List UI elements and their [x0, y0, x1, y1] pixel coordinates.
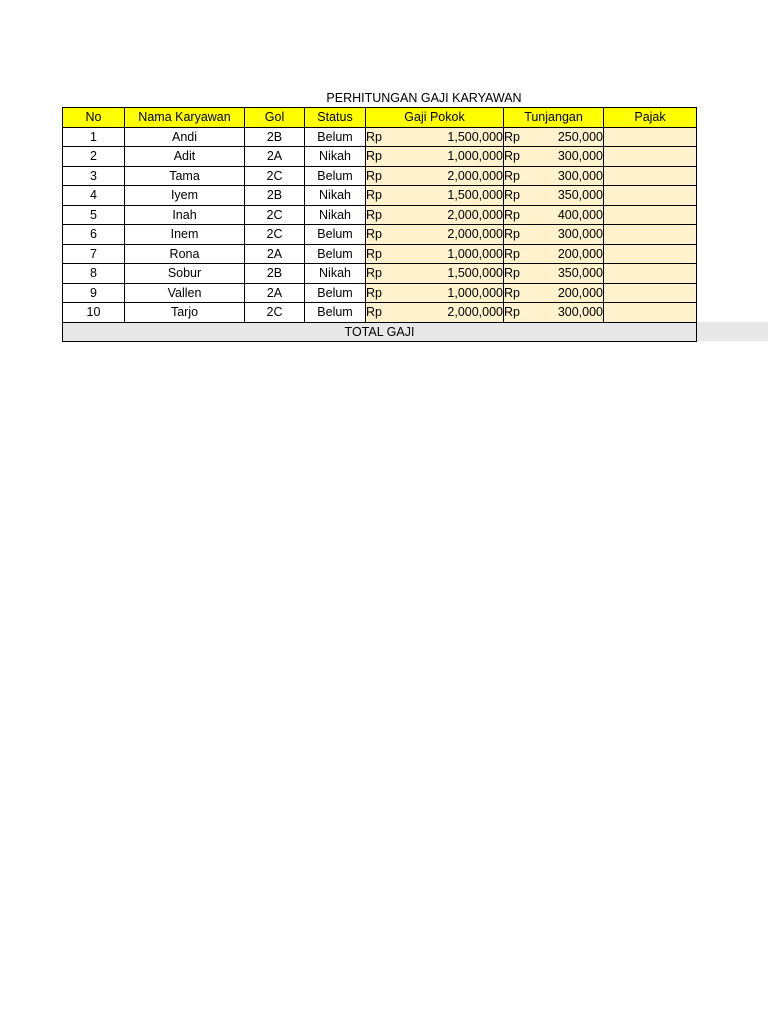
cell-pajak[interactable] [604, 283, 697, 303]
table-row [63, 147, 697, 167]
cell-pajak[interactable] [604, 186, 697, 206]
salary-table [62, 107, 697, 342]
table-row [63, 244, 697, 264]
cell-pajak[interactable] [604, 205, 697, 225]
currency-label: Rp [504, 188, 520, 203]
cell-no[interactable]: 2 [63, 147, 125, 167]
cell-tunjangan[interactable] [504, 244, 604, 264]
cell-gol[interactable]: 2A [245, 244, 305, 264]
total-row [63, 322, 697, 342]
cell-tunjangan[interactable] [504, 166, 604, 186]
cell-nama[interactable]: Inem [125, 225, 245, 245]
table-row [63, 166, 697, 186]
cell-pajak[interactable] [604, 244, 697, 264]
cell-tunjangan[interactable] [504, 205, 604, 225]
currency-label: Rp [366, 227, 382, 242]
cell-status[interactable]: Belum [305, 225, 366, 245]
cell-pajak[interactable] [604, 303, 697, 323]
cell-no[interactable]: 1 [63, 127, 125, 147]
table-row [63, 303, 697, 323]
currency-label: Rp [366, 246, 382, 261]
cell-gaji-pokok[interactable] [366, 225, 504, 245]
gaji-pokok-amount: 1,500,000 [447, 188, 503, 203]
table-body [63, 127, 697, 342]
currency-label: Rp [366, 188, 382, 203]
cell-gaji-pokok[interactable] [366, 244, 504, 264]
tunjangan-amount: 400,000 [557, 207, 603, 222]
cell-status[interactable]: Nikah [305, 264, 366, 284]
cell-status[interactable]: Belum [305, 166, 366, 186]
gaji-pokok-amount: 1,000,000 [447, 285, 503, 300]
tunjangan-amount: 300,000 [557, 227, 603, 242]
header-gol[interactable]: Gol [245, 108, 305, 128]
cell-tunjangan[interactable] [504, 225, 604, 245]
table-row [63, 225, 697, 245]
cell-no[interactable]: 10 [63, 303, 125, 323]
cell-gaji-pokok[interactable] [366, 283, 504, 303]
tunjangan-amount: 300,000 [557, 149, 603, 164]
cell-gaji-pokok[interactable] [366, 303, 504, 323]
cell-tunjangan[interactable] [504, 264, 604, 284]
cell-status[interactable]: Nikah [305, 147, 366, 167]
cell-nama[interactable]: Andi [125, 127, 245, 147]
header-row [63, 108, 697, 128]
cell-nama[interactable]: Vallen [125, 283, 245, 303]
gaji-pokok-amount: 1,000,000 [447, 246, 503, 261]
cell-gol[interactable]: 2C [245, 303, 305, 323]
cell-no[interactable]: 5 [63, 205, 125, 225]
total-gaji-label[interactable]: TOTAL GAJI [63, 322, 697, 342]
cell-nama[interactable]: Sobur [125, 264, 245, 284]
table-row [63, 186, 697, 206]
cell-gaji-pokok[interactable] [366, 205, 504, 225]
currency-label: Rp [366, 129, 382, 144]
currency-label: Rp [366, 149, 382, 164]
cell-status[interactable]: Belum [305, 127, 366, 147]
cell-gaji-pokok[interactable] [366, 264, 504, 284]
tunjangan-amount: 250,000 [557, 129, 603, 144]
currency-label: Rp [504, 285, 520, 300]
cell-gol[interactable]: 2B [245, 186, 305, 206]
cell-nama[interactable]: Rona [125, 244, 245, 264]
cell-gol[interactable]: 2B [245, 264, 305, 284]
currency-label: Rp [504, 129, 520, 144]
cell-gol[interactable]: 2A [245, 147, 305, 167]
currency-label: Rp [504, 149, 520, 164]
cell-pajak[interactable] [604, 264, 697, 284]
header-gaji-pokok[interactable]: Gaji Pokok [366, 108, 504, 128]
total-row-fill-extension [697, 322, 768, 341]
table-row [63, 127, 697, 147]
cell-gaji-pokok[interactable] [366, 147, 504, 167]
currency-label: Rp [366, 266, 382, 281]
cell-no[interactable]: 3 [63, 166, 125, 186]
tunjangan-amount: 300,000 [557, 305, 603, 320]
cell-status[interactable]: Belum [305, 244, 366, 264]
cell-gaji-pokok[interactable] [366, 166, 504, 186]
cell-nama[interactable]: Tarjo [125, 303, 245, 323]
cell-no[interactable]: 7 [63, 244, 125, 264]
cell-pajak[interactable] [604, 147, 697, 167]
cell-status[interactable]: Belum [305, 303, 366, 323]
gaji-pokok-amount: 1,500,000 [447, 266, 503, 281]
cell-gol[interactable]: 2C [245, 166, 305, 186]
gaji-pokok-amount: 2,000,000 [447, 168, 503, 183]
tunjangan-amount: 350,000 [557, 188, 603, 203]
header-nama[interactable]: Nama Karyawan [125, 108, 245, 128]
cell-tunjangan[interactable] [504, 283, 604, 303]
cell-gaji-pokok[interactable] [366, 186, 504, 206]
cell-nama[interactable]: Adit [125, 147, 245, 167]
table-row [63, 283, 697, 303]
gaji-pokok-amount: 2,000,000 [447, 227, 503, 242]
cell-status[interactable]: Nikah [305, 205, 366, 225]
cell-gol[interactable]: 2B [245, 127, 305, 147]
cell-no[interactable]: 6 [63, 225, 125, 245]
currency-label: Rp [504, 266, 520, 281]
table-row [63, 264, 697, 284]
cell-pajak[interactable] [604, 127, 697, 147]
currency-label: Rp [504, 227, 520, 242]
currency-label: Rp [504, 168, 520, 183]
cell-pajak[interactable] [604, 225, 697, 245]
header-no[interactable]: No [63, 108, 125, 128]
cell-pajak[interactable] [604, 166, 697, 186]
tunjangan-amount: 200,000 [557, 285, 603, 300]
currency-label: Rp [504, 207, 520, 222]
cell-nama[interactable]: Iyem [125, 186, 245, 206]
header-tunjangan[interactable]: Tunjangan [504, 108, 604, 128]
cell-gaji-pokok[interactable] [366, 127, 504, 147]
cell-gol[interactable]: 2C [245, 225, 305, 245]
gaji-pokok-amount: 2,000,000 [447, 207, 503, 222]
cell-tunjangan[interactable] [504, 186, 604, 206]
cell-nama[interactable]: Inah [125, 205, 245, 225]
currency-label: Rp [366, 305, 382, 320]
currency-label: Rp [366, 285, 382, 300]
cell-tunjangan[interactable] [504, 127, 604, 147]
currency-label: Rp [366, 207, 382, 222]
sheet-title: PERHITUNGAN GAJI KARYAWAN [326, 91, 522, 105]
cell-no[interactable]: 8 [63, 264, 125, 284]
cell-no[interactable]: 9 [63, 283, 125, 303]
table-row [63, 205, 697, 225]
tunjangan-amount: 200,000 [557, 246, 603, 261]
currency-label: Rp [504, 246, 520, 261]
gaji-pokok-amount: 1,000,000 [447, 149, 503, 164]
cell-nama[interactable]: Tama [125, 166, 245, 186]
cell-tunjangan[interactable] [504, 303, 604, 323]
header-pajak[interactable]: Pajak [604, 108, 697, 128]
cell-status[interactable]: Belum [305, 283, 366, 303]
cell-tunjangan[interactable] [504, 147, 604, 167]
cell-status[interactable]: Nikah [305, 186, 366, 206]
gaji-pokok-amount: 2,000,000 [447, 305, 503, 320]
header-status[interactable]: Status [305, 108, 366, 128]
cell-gol[interactable]: 2C [245, 205, 305, 225]
cell-no[interactable]: 4 [63, 186, 125, 206]
gaji-pokok-amount: 1,500,000 [447, 129, 503, 144]
cell-gol[interactable]: 2A [245, 283, 305, 303]
tunjangan-amount: 300,000 [557, 168, 603, 183]
currency-label: Rp [366, 168, 382, 183]
currency-label: Rp [504, 305, 520, 320]
tunjangan-amount: 350,000 [557, 266, 603, 281]
